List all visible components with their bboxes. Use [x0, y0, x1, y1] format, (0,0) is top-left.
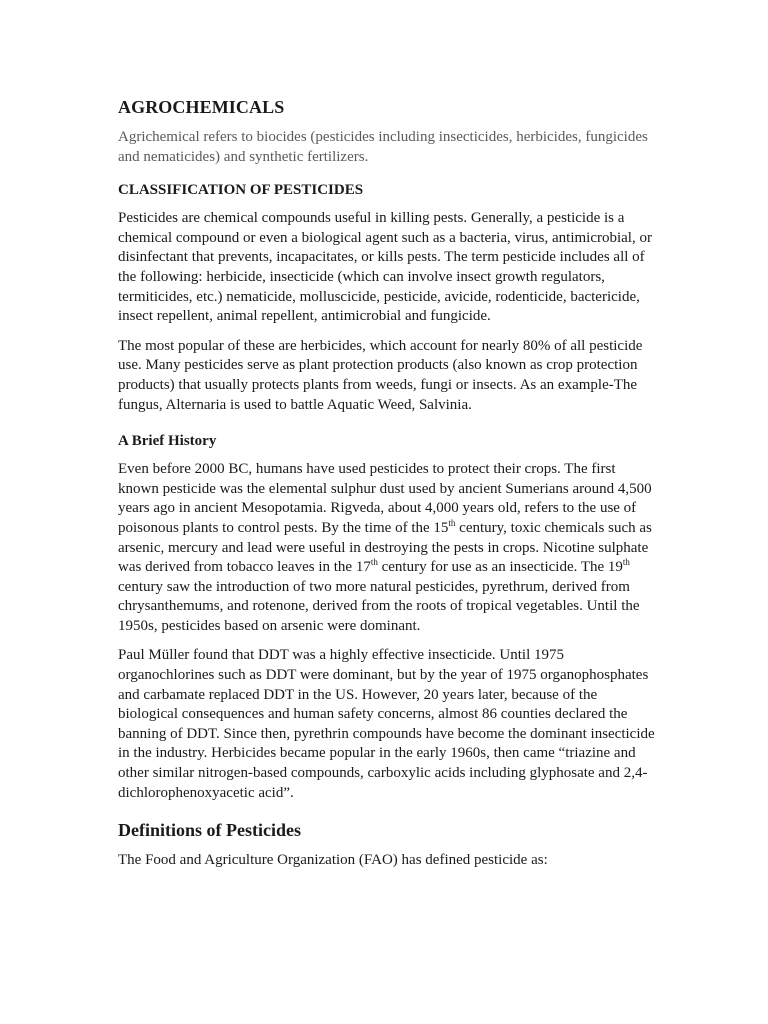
history-paragraph-1 [118, 460, 658, 636]
history-heading: A Brief History [118, 433, 217, 450]
history-paragraph-2: Paul Müller found that DDT was a highly effective insecticide. Until 1975 organochlorines such as DDT were dominant, but by the year of 1975 organophosphates and carbamate replaced DDT in the US. However, 20 years later, because of the biological consequences and human safety concerns, almost 86 counties declared the banning of DDT. Since then, pyrethrin compounds have become the dominant insecticide in the industry. Herbicides became popular in the early 1960s, then came “triazine and other similar nitrogen-based compounds, carboxylic acids including glyphosate and 2,4-dichlorophenoxyacetic acid”. [118, 647, 655, 801]
history-text-part-4: century saw the introduction of two more natural pesticides, pyrethrum, derived from chrysanthemums, and rotenone, derived from the roots of tropical vegetables. Until the 1950s, pesticides based on arsenic were dominant. [118, 578, 640, 634]
ordinal-superscript: th [370, 557, 378, 568]
classification-heading: CLASSIFICATION OF PESTICIDES [118, 182, 364, 199]
page-title: AGROCHEMICALS [118, 97, 285, 117]
definitions-heading: Definitions of Pesticides [118, 820, 301, 841]
classification-paragraph-2: The most popular of these are herbicides, which account for nearly 80% of all pesticide use. Many pesticides serve as plant protection products (also known as crop protection products) that usually protects plants from weeds, fungi or insects. As an example-The fungus, Alternaria is used to battle Aquatic Weed, Salvinia. [118, 337, 643, 413]
history-text-part-2: century, toxic chemicals such as arsenic, mercury and lead were useful in destroying the pests in crops. Nicotine sulphate was derived from tobacco leaves in the 17 [118, 519, 652, 576]
document-body [118, 96, 658, 881]
ordinal-superscript: th [622, 557, 630, 568]
history-text-part-1: Even before 2000 BC, humans have used pesticides to protect their crops. The first known pesticide was the elemental sulphur dust used by ancient Sumerians around 4,500 years ago in ancient Mesopotamia. Rigveda, about 4,000 years old, refers to the use of poisonous plants to control pests. By the time of the 15 [118, 461, 652, 536]
intro-paragraph: Agrichemical refers to biocides (pesticides including insecticides, herbicides, fungicides and nematicides) and synthetic fertilizers. [118, 129, 648, 165]
definitions-paragraph: The Food and Agriculture Organization (FAO) has defined pesticide as: [118, 852, 548, 869]
classification-paragraph-1: Pesticides are chemical compounds useful in killing pests. Generally, a pesticide is a chemical compound or even a biological agent such as a bacteria, virus, antimicrobial, or disinfectant that prevents, incapacitates, or kills pests. The term pesticide includes all of the following: herbicide, insecticide (which can involve insect growth regulators, termiticides, etc.) nematicide, molluscicide, pesticide, avicide, rodenticide, bactericide, insect repellent, animal repellent, antimicrobial and fungicide. [118, 210, 652, 325]
history-text-part-3: century for use as an insecticide. The 19 [377, 559, 623, 576]
ordinal-superscript: th [448, 517, 456, 528]
